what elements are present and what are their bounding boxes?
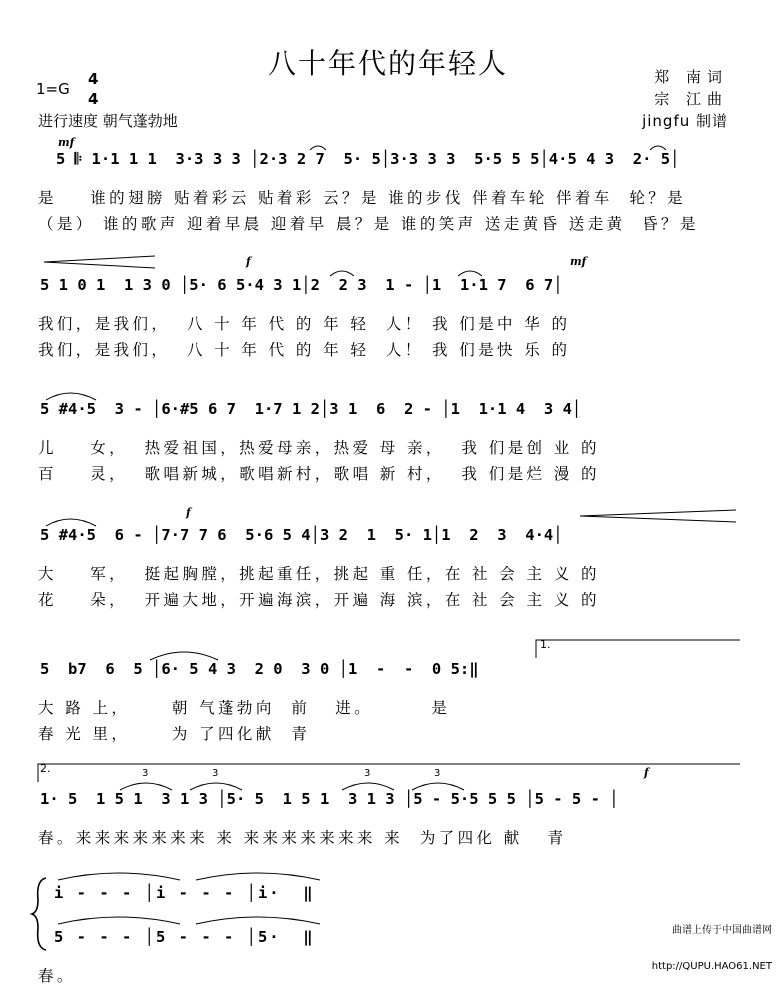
tie [196, 917, 320, 924]
lyric-line-verse1: 儿 女， 热爱祖国，热爱母亲，热爱 母 亲， 我 们是创 业 的 [38, 439, 600, 457]
triplet-slur [120, 783, 172, 790]
dynamic-mark: mf [58, 136, 75, 149]
notation-line: 5 𝄆 1·1 1 1 3·3 3 3 │2·3 2 7 5· 5│3·3 3 3 5·5 5 5│4·5 4 3 2· 5│ [56, 150, 680, 168]
time-signature-bottom: 4 [88, 90, 99, 108]
transcriber-credit: jingfu 制谱 [642, 112, 728, 130]
lyric-line-verse2: 百 灵， 歌唱新城，歌唱新村，歌唱 新 村， 我 们是烂 漫 的 [38, 465, 600, 483]
lyricist-credit: 郑 南词 [654, 68, 728, 86]
volta-bracket-label: 2. [40, 762, 51, 775]
crescendo-hairpin [44, 256, 155, 268]
volta-bracket-label: 1. [540, 638, 551, 651]
key-signature: 1=G [36, 80, 70, 98]
lyric-line-verse1: 大 军， 挺起胸膛，挑起重任，挑起 重 任，在 社 会 主 义 的 [38, 565, 600, 583]
tie [58, 917, 180, 924]
lyric-line-verse1: 是 谁的翅膀 贴着彩云 贴着彩 云？是 谁的步伐 伴着车轮 伴着车 轮？是 [38, 189, 687, 207]
song-title: 八十年代的年轻人 [267, 47, 508, 80]
tempo-marking: 进行速度 朝气蓬勃地 [38, 112, 178, 130]
site-watermark: 曲谱上传于中国曲谱网 http://QUPU.HAO61.NET [651, 925, 772, 972]
lyric-line-verse2: 花 朵， 开遍大地，开遍海滨，开遍 海 滨，在 社 会 主 义 的 [38, 591, 600, 609]
dynamic-mark: f [186, 506, 191, 519]
system-brace [32, 878, 46, 950]
lyric-line-verse1: 大 路 上， 朝 气蓬勃向 前 进。 是 [38, 699, 451, 717]
triplet-mark: 3 [434, 768, 441, 779]
notation-lower-voice: 5 - - - │5 - - - │5· ‖ [54, 928, 315, 946]
slur [46, 393, 96, 400]
volta-bracket [536, 640, 740, 658]
lyric-line: 春。 [38, 967, 76, 985]
tie [196, 873, 320, 880]
time-signature-top: 4 [88, 70, 99, 88]
notation-line: 5 b7 6 5 │6· 5 4 3 2 0 3 0 │1 - - 0 5:‖ [40, 660, 479, 678]
crescendo-hairpin [580, 510, 736, 522]
triplet-slur [412, 783, 464, 790]
dynamic-mark: mf [570, 255, 587, 268]
notation-upper-voice: i - - - │i - - - │i· ‖ [54, 884, 315, 902]
slur [330, 271, 354, 276]
lyric-line-verse1: 我们，是我们， 八 十 年 代 的 年 轻 人！ 我 们是中 华 的 [38, 315, 571, 333]
notation-line: 5 1 0 1 1 3 0 │5· 6 5·4 3 1│2 2 3 1 - │1 1·1 7 6 7│ [40, 276, 563, 294]
triplet-slur [190, 783, 242, 790]
slur [458, 271, 482, 276]
notation-line: 5 #4·5 6 - │7·7 7 6 5·6 5 4│3 2 1 5· 1│1 2 3 4·4│ [40, 526, 563, 544]
triplet-mark: 3 [142, 768, 149, 779]
lyric-line-verse2: （是） 谁的歌声 迎着早晨 迎着早 晨？是 谁的笑声 送走黄昏 送走黄 昏？是 [38, 215, 699, 233]
slur [150, 652, 218, 660]
triplet-slur [342, 783, 394, 790]
volta-bracket [38, 764, 740, 782]
composer-credit: 宗 江曲 [654, 90, 728, 108]
triplet-mark: 3 [364, 768, 371, 779]
tie [58, 873, 180, 880]
slur [650, 146, 666, 150]
dynamic-mark: f [644, 766, 649, 779]
slur [46, 519, 96, 526]
dynamic-mark: f [246, 255, 251, 268]
lyric-line-verse2: 春 光 里， 为 了四化献 青 [38, 725, 311, 743]
slur [310, 146, 326, 150]
lyric-line-verse2: 我们，是我们， 八 十 年 代 的 年 轻 人！ 我 们是快 乐 的 [38, 341, 571, 359]
lyric-line: 春。来来来来来来来 来 来来来来来来来 来 为了四化 献 青 [38, 829, 567, 847]
notation-line: 1· 5 1 5 1 3 1 3 │5· 5 1 5 1 3 1 3 │5 - 5·5 5 5 │5 - 5 - │ [40, 790, 619, 808]
notation-line: 5 #4·5 3 - │6·#5 6 7 1·7 1 2│3 1 6 2 - │1 1·1 4 3 4│ [40, 400, 582, 418]
triplet-mark: 3 [212, 768, 219, 779]
